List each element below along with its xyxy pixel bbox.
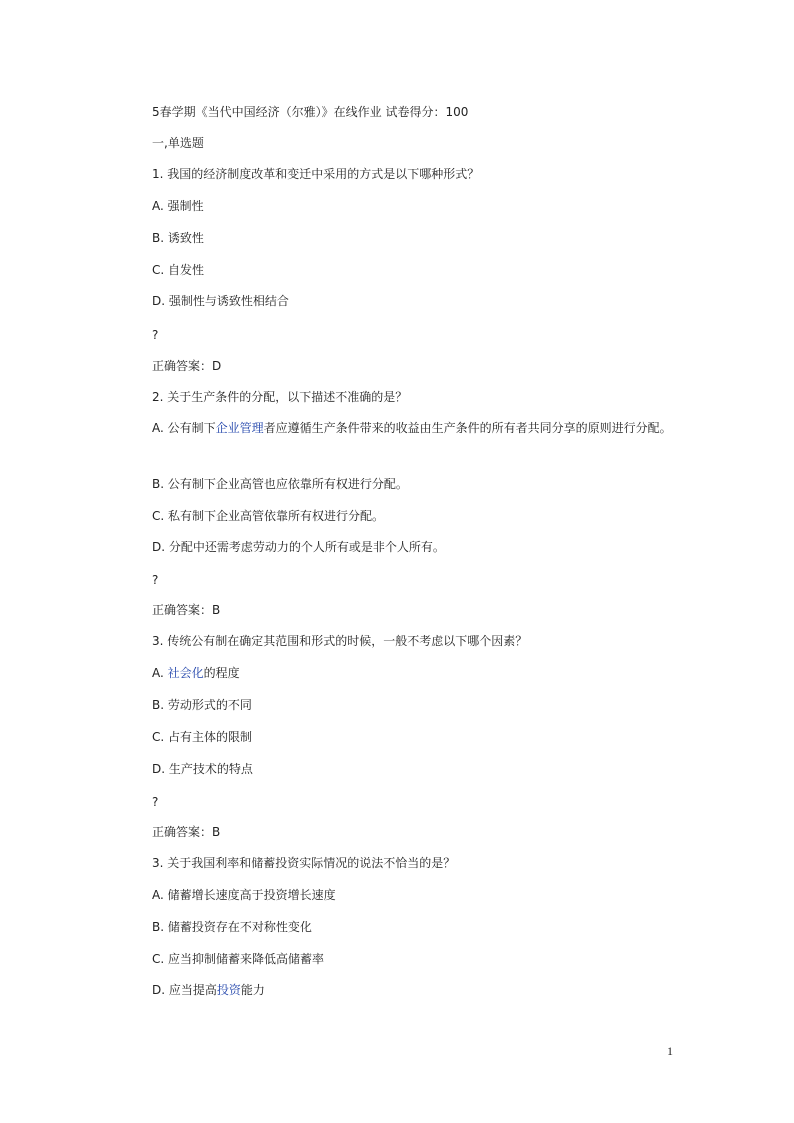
question-1-option-c: C. 自发性: [152, 263, 205, 277]
option-a-text-start: A. 公有制下: [152, 421, 216, 435]
question-1-answer: 正确答案：D: [152, 359, 222, 373]
question-4-option-a: A. 储蓄增长速度高于投资增长速度: [152, 888, 336, 902]
document-title: 5春学期《当代中国经济（尔雅）》在线作业 试卷得分：100: [152, 105, 469, 119]
enterprise-management-link[interactable]: 企业管理: [215, 421, 264, 435]
question-4-stem: 3. 关于我国利率和储蓄投资实际情况的说法不恰当的是？: [152, 856, 456, 870]
question-2-option-d: D. 分配中还需考虑劳动力的个人所有或是非个人所有。: [152, 540, 445, 554]
question-1-stem: 1. 我国的经济制度改革和变迁中采用的方式是以下哪种形式？: [152, 167, 480, 181]
question-1-option-b: B. 诱致性: [152, 231, 204, 245]
question-3-option-c: C. 占有主体的限制: [152, 730, 253, 744]
question-2-mark: ?: [152, 573, 159, 587]
question-3-option-a: [152, 665, 240, 681]
question-2-option-c: C. 私有制下企业高管依靠所有权进行分配。: [152, 509, 385, 523]
question-3-stem: 3. 传统公有制在确定其范围和形式的时候，一般不考虑以下哪个因素？: [152, 634, 528, 648]
option-a-text-end: 的程度: [203, 666, 240, 680]
option-a-label: A.: [152, 666, 168, 680]
question-3-mark: ?: [152, 795, 159, 809]
question-4-option-d: [152, 982, 265, 998]
question-1-option-d: D. 强制性与诱致性相结合: [152, 294, 289, 308]
question-4-option-c: C. 应当抑制储蓄来降低高储蓄率: [152, 952, 325, 966]
option-a-text-end: 者应遵循生产条件带来的收益由生产条件的所有者共同分享的原则进行分配。: [263, 421, 672, 435]
question-3-answer: 正确答案：B: [152, 825, 221, 839]
question-2-option-b: B. 公有制下企业高管也应依靠所有权进行分配。: [152, 477, 408, 491]
option-d-text-end: 能力: [240, 983, 265, 997]
question-3-option-b: B. 劳动形式的不同: [152, 698, 252, 712]
question-4-option-b: B. 储蓄投资存在不对称性变化: [152, 920, 312, 934]
socialization-link[interactable]: 社会化: [167, 666, 204, 680]
page-number: 1: [667, 1044, 673, 1058]
question-2-answer: 正确答案：B: [152, 603, 221, 617]
investment-link[interactable]: 投资: [216, 983, 241, 997]
question-1-mark: ?: [152, 328, 159, 342]
question-2-option-a: [120, 420, 680, 436]
question-1-option-a: A. 强制性: [152, 199, 204, 213]
question-3-option-d: D. 生产技术的特点: [152, 762, 253, 776]
section-heading: 一,单选题: [152, 136, 204, 150]
question-2-stem: 2. 关于生产条件的分配，以下描述不准确的是？: [152, 390, 408, 404]
option-d-text-start: D. 应当提高: [152, 983, 217, 997]
